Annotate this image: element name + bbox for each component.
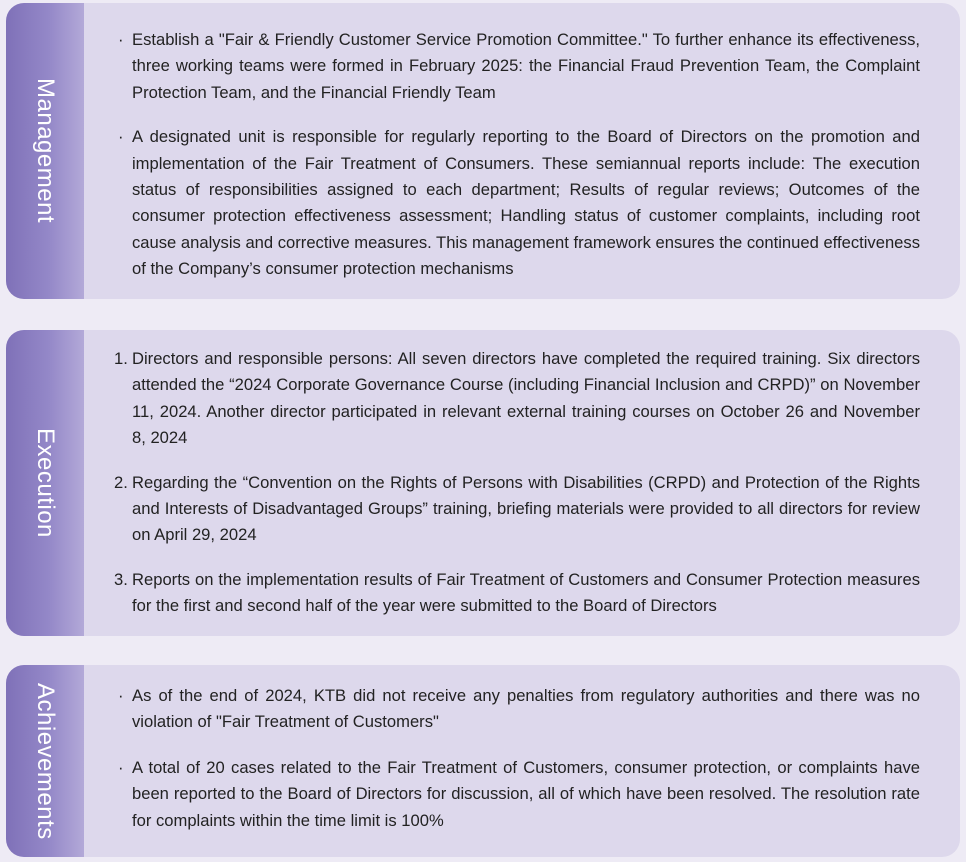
management-content xyxy=(114,27,920,283)
management-item xyxy=(114,124,920,282)
achievements-content xyxy=(114,683,920,834)
bullet-marker: · xyxy=(118,686,124,705)
achievements-label: Achievements xyxy=(32,682,59,840)
bullet-marker: · xyxy=(118,30,124,49)
bullet-marker: · xyxy=(118,757,124,777)
management-item-text: A designated unit is responsible for regularly reporting to the Board of Directors on the promotion and implementation of the Fair Treatment of Consumers. These semiannual reports include: The execution status of responsibilities assigned to each department; Results of regular reviews; Outcomes of the consumer protection effectiveness assessment; Handling status of customer complaints, including root cause analysis and corrective measures. This management framework ensures the continued effectiveness of the Company’s consumer protection mechanisms xyxy=(132,127,920,279)
achievements-tab xyxy=(6,665,84,857)
management-label: Management xyxy=(32,78,59,224)
execution-item-text: Reports on the implementation results of Fair Treatment of Customers and Consumer Protection measures for the first and second half of the year were submitted to the Board of Directors xyxy=(132,569,920,616)
execution-content xyxy=(114,346,920,620)
achievements-item-text: A total of 20 cases related to the Fair Treatment of Customers, consumer protection, or complaints have been reported to the Board of Directors for discussion, all of which have been resolved. The resolution rate for complaints within the time limit is 100% xyxy=(132,757,920,830)
management-item-text: Establish a "Fair & Friendly Customer Service Promotion Committee." To further enhance its effectiveness, three working teams were formed in February 2025: the Financial Fraud Prevention Team, the Complaint Protection Team, and the Financial Friendly Team xyxy=(132,30,920,102)
execution-item-text: Regarding the “Convention on the Rights of Persons with Disabilities (CRPD) and Protection of the Rights and Interests of Disadvantaged Groups” training, briefing materials were provided to all directors for review on April 29, 2024 xyxy=(132,472,920,545)
achievements-item-text: As of the end of 2024, KTB did not receive any penalties from regulatory authorities and there was no violation of "Fair Treatment of Customers" xyxy=(132,686,920,732)
achievements-item xyxy=(114,683,920,736)
execution-item xyxy=(114,567,920,620)
execution-card xyxy=(6,330,960,636)
management-item xyxy=(114,27,920,106)
management-tab xyxy=(6,3,84,299)
execution-item-text: Directors and responsible persons: All seven directors have completed the required training. Six directors attended the “2024 Corporate Governance Course (including Financial Inclusion and CRPD)” on November 11, 2024. Another director participated in relevant external training courses on October 26 and November 8, 2024 xyxy=(132,349,920,448)
execution-item xyxy=(114,346,920,452)
management-card xyxy=(6,3,960,299)
achievements-item xyxy=(114,755,920,834)
number-marker: 1. xyxy=(114,349,128,368)
execution-item xyxy=(114,470,920,549)
execution-tab xyxy=(6,330,84,636)
bullet-marker: · xyxy=(118,127,124,147)
number-marker: 3. xyxy=(114,569,128,589)
execution-label: Execution xyxy=(32,428,59,538)
achievements-card xyxy=(6,665,960,857)
number-marker: 2. xyxy=(114,472,128,492)
